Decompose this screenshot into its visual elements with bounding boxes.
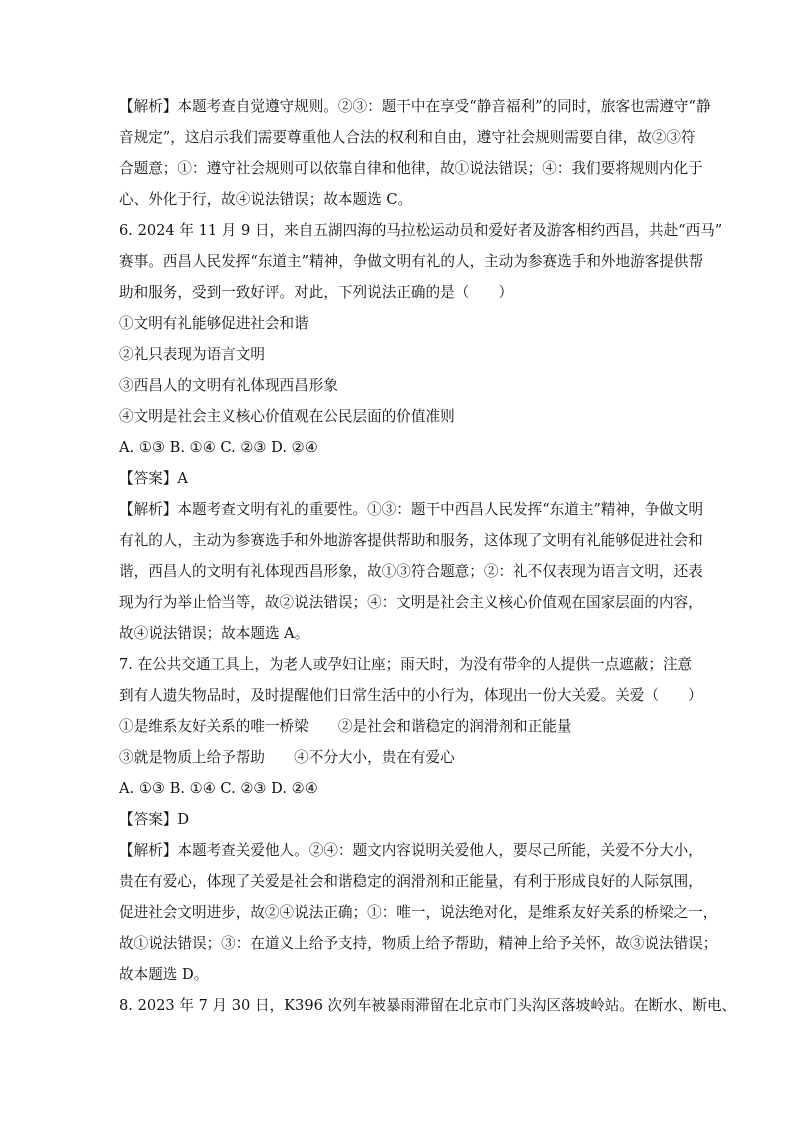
analysis-line: 心、外化于行，故④说法错误；故本题选 C。 <box>119 191 413 208</box>
analysis-line: 贵在有爱心，体现了关爱是社会和谐稳定的润滑剂和正能量，有利于形成良好的人际氛围， <box>119 873 703 890</box>
analysis-line: 音规定”，这启示我们需要尊重他人合法的权利和自由，遵守社会规则需要自律，故②③符 <box>119 129 696 146</box>
statement-item: ②礼只表现为语言文明 <box>119 346 265 363</box>
question-stem-line: 到有人遗失物品时，及时提醒他们日常生活中的小行为，体现出一份大关爱。关爱（ ） <box>119 687 703 704</box>
question-7 <box>119 656 718 984</box>
analysis-line: 促进社会文明进步，故②④说法正确；①：唯一，说法绝对化，是维系友好关系的桥梁之一， <box>119 904 718 921</box>
question-stem-line: 助和服务，受到一致好评。对此，下列说法正确的是（ ） <box>119 284 514 301</box>
answer-options: A. ①③ B. ①④ C. ②③ D. ②④ <box>119 439 318 456</box>
answer-key: 【答案】D <box>119 811 190 828</box>
statement-item: ③就是物质上给予帮助 ④不分大小，贵在有爱心 <box>119 749 455 766</box>
statement-item: ①文明有礼能够促进社会和谐 <box>119 315 309 332</box>
analysis-line: 有礼的人，主动为参赛选手和外地游客提供帮助和服务，这体现了文明有礼能够促进社会和 <box>119 532 703 549</box>
statement-item: ③西昌人的文明有礼体现西昌形象 <box>119 377 338 394</box>
statement-item: ④文明是社会主义核心价值观在公民层面的价值准则 <box>119 408 455 425</box>
question-stem-line: 赛事。西昌人民发挥“东道主”精神，争做文明有礼的人，主动为参赛选手和外地游客提供帮 <box>119 253 704 270</box>
analysis-line: 【解析】本题考查关爱他人。②④：题文内容说明关爱他人，要尽己所能，关爱不分大小， <box>119 842 703 859</box>
statement-item: ①是维系友好关系的唯一桥梁 ②是社会和谐稳定的润滑剂和正能量 <box>119 718 572 735</box>
analysis-line: 故本题选 D。 <box>119 966 209 983</box>
analysis-line: 【解析】本题考查自觉遵守规则。②③：题干中在享受“静音福利”的同时，旅客也需遵守“静 <box>119 98 711 115</box>
analysis-line: 谐，西昌人的文明有礼体现西昌形象，故①③符合题意；②：礼不仅表现为语言文明，还表 <box>119 563 703 580</box>
question-8 <box>119 997 737 1015</box>
question-stem-line: 6. 2024 年 11 月 9 日，来自五湖四海的马拉松运动员和爱好者及游客相约西昌，共赴“西马” <box>119 222 723 239</box>
q5-analysis <box>119 98 711 209</box>
answer-key: 【答案】A <box>119 470 188 487</box>
question-stem-line: 7. 在公共交通工具上，为老人或孕妇让座；雨天时，为没有带伞的人提供一点遮蔽；注意 <box>119 656 693 673</box>
analysis-line: 现为行为举止恰当等，故②说法错误；④：文明是社会主义核心价值观在国家层面的内容， <box>119 594 703 611</box>
document-page <box>119 98 737 1015</box>
analysis-line: 合题意；①：遵守社会规则可以依靠自律和他律，故①说法错误；④：我们要将规则内化于 <box>119 160 703 177</box>
question-6 <box>119 222 723 643</box>
answer-options: A. ①③ B. ①④ C. ②③ D. ②④ <box>119 780 318 797</box>
analysis-line: 【解析】本题考查文明有礼的重要性。①③：题干中西昌人民发挥“东道主”精神，争做文明 <box>119 501 704 518</box>
analysis-line: 故①说法错误；③：在道义上给予支持，物质上给予帮助，精神上给予关怀，故③说法错误； <box>119 935 718 952</box>
analysis-line: 故④说法错误；故本题选 A。 <box>119 625 310 642</box>
question-stem-line: 8. 2023 年 7 月 30 日，K396 次列车被暴雨滞留在北京市门头沟区落坡岭站。在断水、断电、 <box>119 997 737 1014</box>
